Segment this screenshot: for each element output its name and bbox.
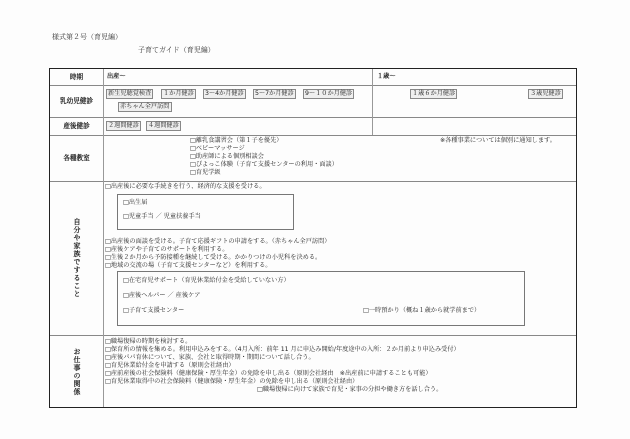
document-title: 子育てガイド（育児編） <box>138 46 215 54</box>
infant-checkups-label: 乳幼児健診 <box>60 96 93 105</box>
classes-note: ※各種事業については個別に通知します。 <box>440 137 556 144</box>
work-item: □保育所の情報を集める。利用申込みをする。（4月入所：前年 11 月に申込み開始/年度途中の入所：２か月前より申込み受付） <box>105 346 460 353</box>
checkup-9-10-month: 9～１０か月健診 <box>305 90 353 97</box>
self-family-item: □産後ケアや子育てのサポートを利用する。 <box>105 246 229 253</box>
row-divider <box>50 85 576 86</box>
checkup-3-4-month: 3～4か月健診 <box>205 90 244 97</box>
row-divider <box>50 117 576 118</box>
support-item: □在宅育児サポート（育児休業給付金を受給していない方） <box>123 277 290 284</box>
home-visit: 赤ちゃん全戸訪問 <box>120 103 170 110</box>
form-number: 様式第２号（育児編） <box>52 33 122 41</box>
period-one-year: １歳～ <box>377 73 396 80</box>
class-item: □助産師による個別相談会 <box>190 153 264 160</box>
work-label-cell <box>50 335 103 409</box>
row-divider <box>50 135 576 136</box>
classes-label: 各種教室 <box>63 153 90 162</box>
support-item: □子育て支援センター <box>123 307 185 314</box>
work-item: □育児休業取得中の社会保険料（健康保険・厚生年金）の免除を申し出る（原則会社経由） <box>105 378 359 385</box>
checkup-newborn-hearing: 新生児聴覚検査 <box>108 90 152 97</box>
class-item: □ベビーマッサージ <box>190 145 245 152</box>
work-label: お仕事の関係 <box>73 348 82 396</box>
label-column-divider <box>103 69 104 407</box>
childcare-guide-table <box>49 68 577 408</box>
self-family-intro: □出産後に必要な手続きを行う、経済的な支援を受ける。 <box>105 183 266 190</box>
class-item: □育児学級 <box>190 169 221 176</box>
self-family-label: 自分や家族ですること <box>73 218 82 298</box>
period-label: 時期 <box>69 72 84 81</box>
benefit-item: □出生届 <box>123 199 148 206</box>
postpartum-checkups-label: 産後健診 <box>63 121 90 130</box>
self-family-label-cell <box>50 181 103 335</box>
support-item: □一時預かり（概ね１歳から就学前まで） <box>363 307 481 314</box>
period-start: 出産～ <box>107 73 126 80</box>
work-item: □産後パパ育休について、家族、会社と取得時期・期間について話し合う。 <box>105 354 315 361</box>
age-divider <box>372 69 373 135</box>
self-family-item: □地域の交流の場（子育て支援センターなど）を利用する。 <box>105 262 272 269</box>
self-family-item: □出産後の面談を受ける。子育て応援ギフトの申請をする。（赤ちゃん全戸訪問） <box>105 238 331 245</box>
benefit-item: □児童手当 ／ 児童扶養手当 <box>123 213 201 220</box>
checkup-5-7-month: 5～7か月健診 <box>255 90 294 97</box>
checkup-4-week: ４週間健診 <box>148 122 179 129</box>
work-item: □産前産後の社会保険料（健康保険・厚生年金）の免除を申し出る（原則会社経由 ※出産前に申請することも可能） <box>105 370 432 377</box>
class-item: □離乳食講習会（第１子を優先） <box>190 137 283 144</box>
row-divider <box>50 335 576 336</box>
work-item: □職場復帰の時期を検討する。 <box>105 338 192 345</box>
class-item: □ぴよっこ体験（子育て支援センターの利用・面談） <box>190 161 338 168</box>
support-item: □産後ヘルパー ／ 産後ケア <box>123 292 201 299</box>
checkup-2-week: ２週間健診 <box>108 122 139 129</box>
checkup-1-month: １か月健診 <box>163 90 194 97</box>
self-family-item: □生後２か月から予防接種を継続して受ける。かかりつけの小児科を決める。 <box>105 254 322 261</box>
checkup-3-year: ３歳児健診 <box>530 90 561 97</box>
work-item: □育児休業給付金を申請する（原則会社経由） <box>105 362 235 369</box>
checkup-1y6m: １歳６か月健診 <box>412 90 456 97</box>
row-divider <box>50 181 576 182</box>
work-item: □職場復帰に向けて家族で育児・家事の分担や働き方を話し合う。 <box>257 386 443 393</box>
